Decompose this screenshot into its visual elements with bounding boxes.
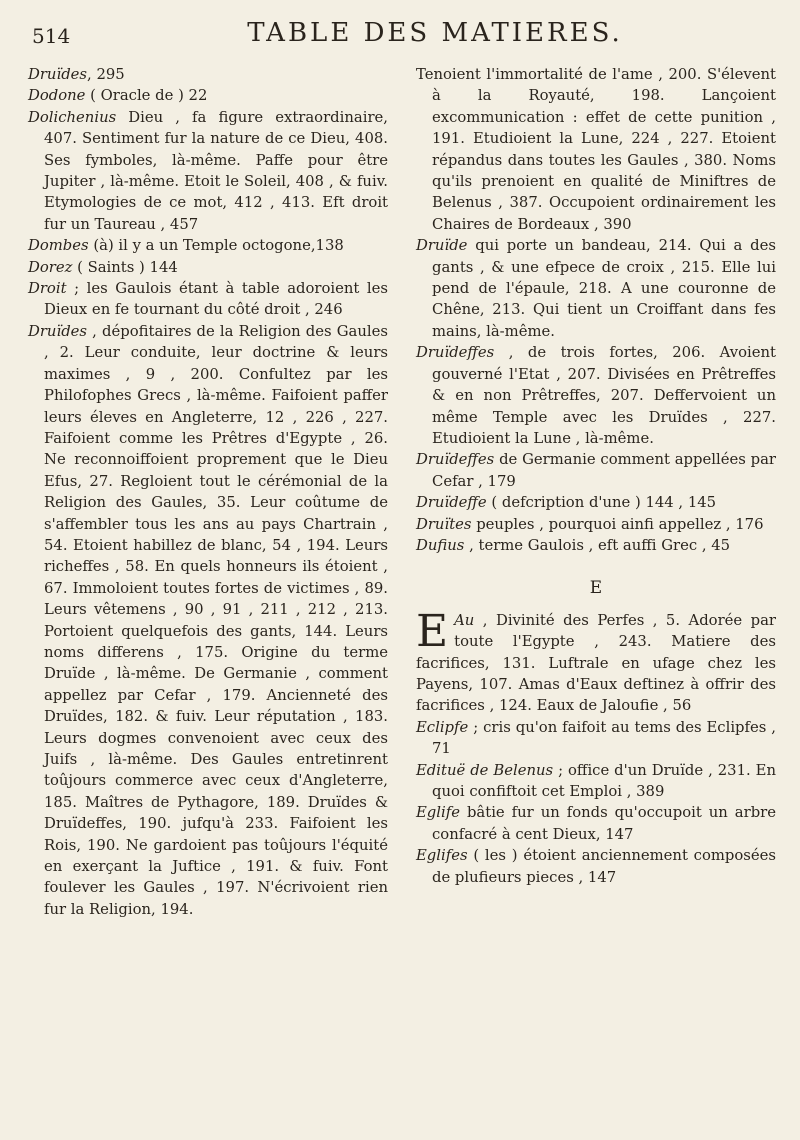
page-number: 514 [32, 24, 71, 48]
index-entry [28, 257, 388, 278]
index-column-left [28, 64, 388, 920]
index-term: Druïdeffe [416, 494, 487, 512]
index-text: , terme Gaulois , eft auffi Grec , 45 [464, 536, 731, 554]
index-text: ( defcription d'une ) 144 , 145 [486, 494, 717, 512]
index-term: Druïde [416, 237, 468, 255]
index-entry [416, 535, 776, 556]
index-text: ( Oracle de ) 22 [85, 87, 208, 105]
index-entry [416, 235, 776, 342]
index-text: , Divinité des Perfes , 5. Adorée par toute l'Egypte , 243. Matiere des facrifices, 131. Luftrale en ufage chez les Payens, 107. Amas d'Eaux deftinez à offrir des facrifices , 124. Eaux de Jaloufie , 56 [416, 611, 776, 715]
index-entry [416, 717, 776, 760]
index-entry [28, 107, 388, 235]
index-term: Eclipfe [416, 718, 469, 736]
index-term: Druïtes [416, 515, 472, 533]
index-text: bâtie fur un fonds qu'occupoit un arbre confacré à cent Dieux, 147 [432, 804, 776, 843]
index-term: Droit [28, 280, 67, 298]
index-entry [416, 449, 776, 492]
index-entry [416, 514, 776, 535]
index-entry [28, 85, 388, 106]
index-text: , de trois fortes, 206. Avoient gouverné l'Etat , 207. Divisées en Prêtreffes & en non Prêtreffes, 207. Deffervoient un même Temple avec les Druïdes , 227. Etudioient la Lune , là-même. [432, 344, 776, 447]
index-text: qui porte un bandeau, 214. Qui a des gants , & une efpece de croix , 215. Elle lui pend de l'épaule, 218. A une couronne de Chêne, 213. Qui tient un Croiffant dans fes mains, là-même. [432, 237, 776, 340]
index-term: Dolichenius [28, 108, 117, 126]
running-title: TABLE DES MATIERES. [247, 18, 623, 48]
index-term: Druïdes [28, 322, 88, 340]
index-term: Druïdeffes [416, 451, 495, 469]
index-term: Eglife [416, 804, 460, 822]
index-text: Dieu , fa figure extraordinaire, 407. Sentiment fur la nature de ce Dieu, 408. Ses fymboles, là-même. Paffe pour être Jupiter , là-même. Etoit le Soleil, 408 , & fuiv. Etymologies de ce mot, 412 , 413. Eft droit fur un Taureau , 457 [44, 108, 388, 233]
index-text: ( les ) étoient anciennement composées de plufieurs pieces , 147 [432, 847, 776, 886]
index-entry [416, 802, 776, 845]
index-text: (à) il y a un Temple octogone,138 [88, 237, 344, 255]
index-entry [416, 64, 776, 235]
index-text: Tenoient l'immortalité de l'ame , 200. S'élevent à la Royauté, 198. Lançoient excommunication : effet de cette punition , 191. Etudioient la Lune, 224 , 227. Etoient répandus dans toutes les Gaules , 380. Noms qu'ils prenoient en qualité de Miniftres de Belenus , 387. Occupoient ordinairement les Chaires de Bordeaux , 390 [416, 66, 776, 233]
index-term: Druïdeffes [416, 344, 495, 362]
index-entry [28, 64, 388, 85]
index-entry [28, 321, 388, 920]
index-term: Au [454, 611, 475, 629]
index-term: Dombes [28, 237, 89, 255]
index-text: peuples , pourquoi ainfi appellez , 176 [471, 515, 764, 533]
index-term: Dufius [416, 536, 465, 554]
index-text: de Germanie comment appellées par Cefar , 179 [432, 451, 776, 490]
index-term: Eglifes [416, 847, 468, 865]
drop-cap: E [416, 605, 449, 657]
index-text: ; office d'un Druïde , 231. En quoi confiftoit cet Emploi , 389 [432, 761, 776, 800]
index-entries-e [416, 605, 776, 888]
index-term: Dodone [28, 87, 86, 105]
index-entry [416, 760, 776, 803]
index-entry [28, 278, 388, 321]
index-text: ; les Gaulois étant à table adoroient les Dieux en fe tournant du côté droit , 246 [44, 280, 388, 319]
index-entries-d [416, 64, 776, 556]
index-text: ( Saints ) 144 [72, 258, 178, 276]
index-term: Druïdes [28, 66, 88, 83]
index-entry [416, 492, 776, 513]
index-entry [416, 342, 776, 449]
index-column-right [416, 64, 776, 888]
index-entry [28, 235, 388, 256]
index-text: , dépofitaires de la Religion des Gaules , 2. Leur conduite, leur doctrine & leurs maximes , 9 , 200. Confultez par les Philofophes Grecs , là-même. Faifoient paffer leurs éleves en Angleterre, 12 , 226 , 227. Faifoient comme les Prêtres d'Egypte , 26. Ne reconnoiffoient proprement que le Dieu Efus, 27. Regloient tout le cérémonial de la Religion des Gaules, 35. Leur coûtume de s'affembler tous les ans au pays Chartrain , 54. Etoient habillez de blanc, 54 , 194. Leurs richeffes , 58. En quels honneurs ils étoient , 67. Immoloient toutes fortes de victimes , 89. Leurs vêtemens , 90 , 91 , 211 , 212 , 213. Portoient quelquefois des gants, 144. Leurs noms differens , 175. Origine du terme Druïde , là-même. De Germanie , comment appellez par Cefar , 179. Ancienneté des Druïdes, 182. & fuiv. Leur réputation , 183. Leurs dogmes convenoient avec ceux des Juifs , là-même. Des Gaules entretinrent toûjours commerce avec ceux d'Angleterre, 185. Maîtres de Pythagore, 189. Druïdes & Druïdeffes, 190. jufqu'à 233. Faifoient les Rois, 190. Ne gardoient pas toûjours l'équité en exerçant la Juftice , 191. & fuiv. Font foulever les Gaules , 197. N'écrivoient rien fur la Religion, 194. [44, 322, 388, 918]
index-text: , 295 [87, 66, 125, 83]
index-entry [416, 845, 776, 888]
index-text: ; cris qu'on faifoit au tems des Eclipfes , 71 [432, 718, 776, 758]
page-header [28, 18, 772, 54]
index-entry [416, 605, 776, 717]
index-term: Edituë de Belenus [416, 761, 554, 779]
index-term: Dorez [28, 258, 73, 276]
section-letter: E [589, 578, 603, 599]
